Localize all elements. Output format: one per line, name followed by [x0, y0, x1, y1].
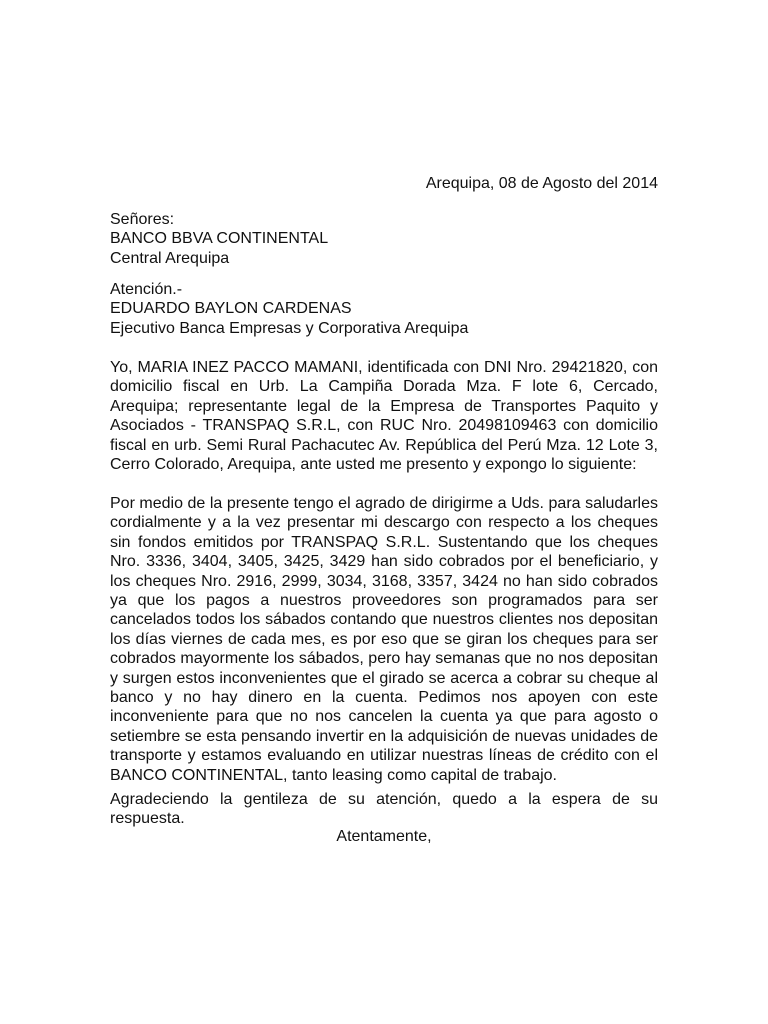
addressee-bank-name: BANCO BBVA CONTINENTAL — [110, 230, 329, 248]
addressee-salutation: Señores: — [110, 211, 175, 228]
attention-block — [110, 280, 658, 338]
date-line: Arequipa, 08 de Agosto del 2014 — [425, 175, 658, 192]
body-paragraph-thanks: Agradeciendo la gentileza de su atención, quedo a la espera de su respuesta. — [110, 791, 658, 828]
addressee-branch: Central Arequipa — [110, 249, 230, 267]
addressee-block — [110, 210, 658, 268]
attention-label: Atención.- — [110, 281, 183, 298]
body-paragraph-intro: Yo, MARIA INEZ PACCO MAMANI, identificada con DNI Nro. 29421820, con domicilio fiscal en Urb. La Campiña Dorada Mza. F lote 6, Cercado, Arequipa; representante legal de la Empresa de Transportes Paquito y Asociados - TRANSPAQ S.R.L, con RUC Nro. 20498109463 con domicilio fiscal en urb. Semi Rural Pachacutec Av. República del Perú Mza. 12 Lote 3, Cerro Colorado, Arequipa, ante usted me presento y expongo lo siguiente: — [110, 359, 658, 474]
attention-person-name: EDUARDO BAYLON CARDENAS — [110, 300, 352, 318]
closing-line: Atentamente, — [336, 828, 432, 845]
body-paragraph-main: Por medio de la presente tengo el agrado de dirigirme a Uds. para saludarles cordialmente y a la vez presentar mi descargo con respecto a los cheques sin fondos emitidos por TRANSPAQ S.R.L. Sustentando que los cheques Nro. 3336, 3404, 3405, 3425, 3429 han sido cobrados por el beneficiario, y los cheques Nro. 2916, 2999, 3034, 3168, 3357, 3424 no han sido cobrados ya que los pagos a nuestros proveedores son programados para ser cancelados todos los sábados contando que nuestros clientes nos depositan los días viernes de cada mes, es por eso que se giran los cheques para ser cobrados mayormente los sábados, pero hay semanas que no nos depositan y surgen estos inconvenientes que el girado se acerca a cobrar su cheque al banco y no hay dinero en la cuenta. Pedimos nos apoyen con este inconveniente para que no nos cancelen la cuenta ya que para agosto o setiembre se esta pensando invertir en la adquisición de nuevas unidades de transporte y estamos evaluando en utilizar nuestras líneas de crédito con el BANCO CONTINENTAL, tanto leasing como capital de trabajo. — [110, 495, 658, 784]
attention-person-title: Ejecutivo Banca Empresas y Corporativa Arequipa — [110, 319, 469, 337]
